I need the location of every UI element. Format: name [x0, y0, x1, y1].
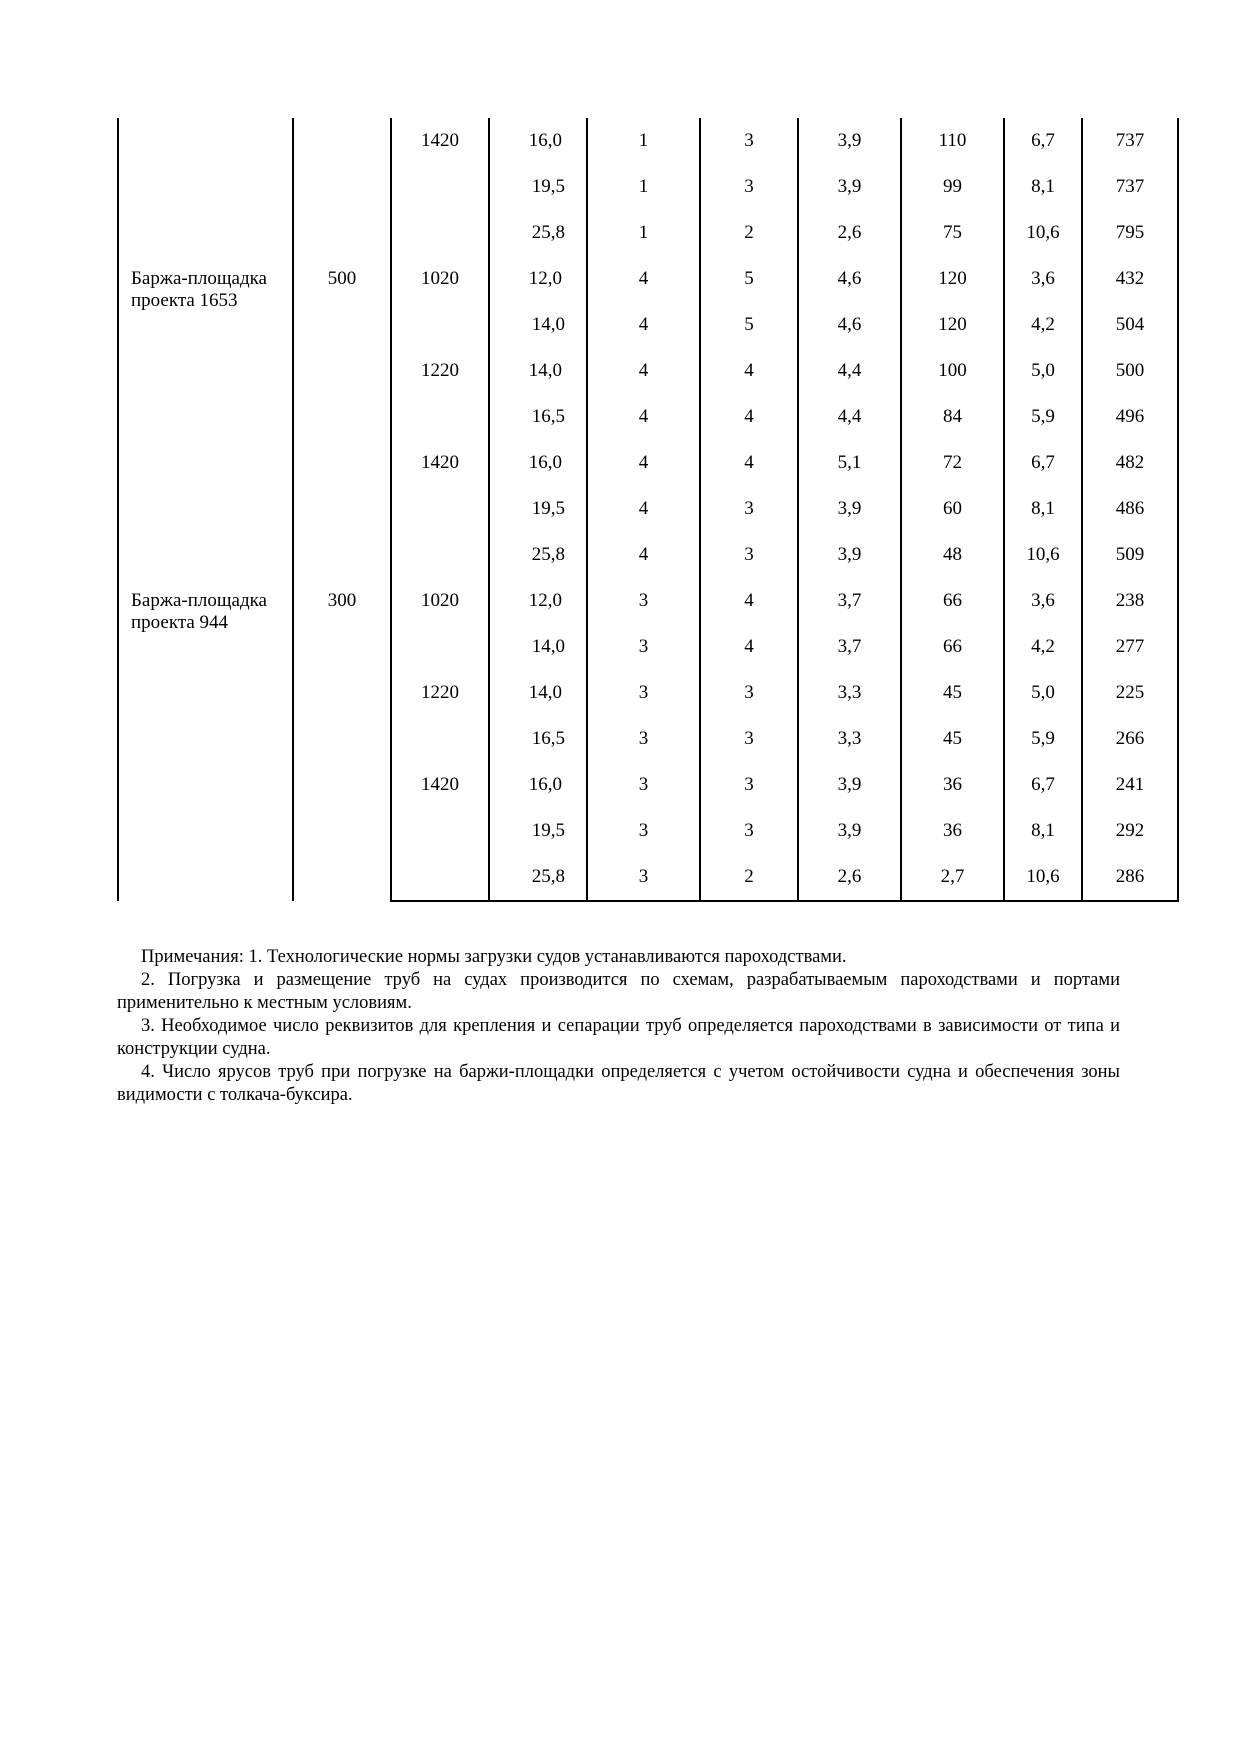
pipe-diameter-cell [391, 394, 489, 440]
vessel-cell [118, 118, 293, 256]
col-3-cell: 3 [587, 762, 700, 808]
col-5-cell: 4,4 [798, 394, 901, 440]
col-5-cell: 5,1 [798, 440, 901, 486]
col-4-cell: 3 [700, 118, 798, 164]
pipe-diameter-cell [391, 210, 489, 256]
pipe-diameter-cell [391, 624, 489, 670]
col-7-cell: 4,2 [1004, 624, 1082, 670]
col-5-cell: 3,3 [798, 670, 901, 716]
col-8-cell: 504 [1082, 302, 1178, 348]
pipe-length-cell [489, 118, 587, 164]
col-8-cell: 286 [1082, 854, 1178, 901]
col-6-cell: 120 [901, 302, 1004, 348]
capacity-cell: 300 [293, 578, 391, 901]
col-7-cell: 3,6 [1004, 578, 1082, 624]
col-5-cell: 3,7 [798, 624, 901, 670]
col-6-cell: 48 [901, 532, 1004, 578]
col-7-cell: 5,9 [1004, 716, 1082, 762]
col-7-cell: 8,1 [1004, 808, 1082, 854]
col-6-cell: 2,7 [901, 854, 1004, 901]
col-8-cell: 432 [1082, 256, 1178, 302]
col-4-cell: 3 [700, 716, 798, 762]
pipe-length-cell [489, 210, 587, 256]
col-5-cell: 2,6 [798, 210, 901, 256]
vessel-cell: Баржа-площадка проекта 944 [118, 578, 293, 901]
pipe-diameter-cell [391, 716, 489, 762]
pipe-diameter-cell: 1420 [391, 440, 489, 486]
pipe-diameter-cell [391, 808, 489, 854]
col-6-cell: 99 [901, 164, 1004, 210]
col-6-cell: 45 [901, 716, 1004, 762]
col-3-cell: 1 [587, 210, 700, 256]
table-row [118, 118, 1178, 164]
table-row [118, 256, 1178, 302]
note-2: 2. Погрузка и размещение труб на судах производится по схемам, разрабатываемым пароходствами и портами применительно к местным условиям. [117, 970, 1120, 1013]
vessel-cell: Баржа-площадка проекта 1653 [118, 256, 293, 578]
col-7-cell: 10,6 [1004, 532, 1082, 578]
col-5-cell: 3,9 [798, 532, 901, 578]
pipe-length-cell [489, 578, 587, 624]
notes-section [117, 946, 1120, 1107]
col-8-cell: 238 [1082, 578, 1178, 624]
col-8-cell: 241 [1082, 762, 1178, 808]
col-8-cell: 500 [1082, 348, 1178, 394]
pipe-length-value: 19,5 [531, 176, 565, 197]
col-4-cell: 5 [700, 256, 798, 302]
note-1: Примечания: 1. Технологические нормы загрузки судов устанавливаются пароходствами. [141, 947, 847, 967]
col-7-cell: 8,1 [1004, 164, 1082, 210]
col-4-cell: 3 [700, 532, 798, 578]
pipe-length-cell [489, 164, 587, 210]
col-7-cell: 5,9 [1004, 394, 1082, 440]
pipe-length-cell [489, 348, 587, 394]
pipe-length-value: 19,5 [531, 498, 565, 519]
col-6-cell: 84 [901, 394, 1004, 440]
note-3: 3. Необходимое число реквизитов для крепления и сепарации труб определяется пароходствами в зависимости от типа и конструкции судна. [117, 1016, 1120, 1059]
pipe-diameter-cell: 1420 [391, 118, 489, 164]
col-7-cell: 3,6 [1004, 256, 1082, 302]
pipe-length-cell [489, 486, 587, 532]
col-4-cell: 4 [700, 578, 798, 624]
pipe-length-value: 25,8 [531, 544, 565, 565]
pipe-diameter-cell: 1020 [391, 256, 489, 302]
col-5-cell: 4,6 [798, 256, 901, 302]
col-7-cell: 10,6 [1004, 210, 1082, 256]
col-5-cell: 3,9 [798, 762, 901, 808]
col-8-cell: 737 [1082, 118, 1178, 164]
col-4-cell: 3 [700, 762, 798, 808]
col-7-cell: 10,6 [1004, 854, 1082, 901]
col-6-cell: 45 [901, 670, 1004, 716]
col-7-cell: 4,2 [1004, 302, 1082, 348]
col-8-cell: 292 [1082, 808, 1178, 854]
pipe-length-value: 16,0 [528, 774, 562, 795]
col-3-cell: 4 [587, 486, 700, 532]
pipe-length-cell [489, 808, 587, 854]
capacity-cell: 500 [293, 256, 391, 578]
pipe-length-cell [489, 394, 587, 440]
pipe-length-cell [489, 762, 587, 808]
col-4-cell: 3 [700, 486, 798, 532]
col-3-cell: 3 [587, 578, 700, 624]
col-8-cell: 266 [1082, 716, 1178, 762]
col-6-cell: 66 [901, 624, 1004, 670]
col-3-cell: 3 [587, 624, 700, 670]
pipe-length-value: 12,0 [528, 268, 562, 289]
col-3-cell: 3 [587, 670, 700, 716]
col-4-cell: 3 [700, 164, 798, 210]
col-3-cell: 4 [587, 256, 700, 302]
pipe-length-cell [489, 532, 587, 578]
col-3-cell: 4 [587, 302, 700, 348]
pipe-diameter-cell [391, 854, 489, 901]
col-5-cell: 3,3 [798, 716, 901, 762]
pipe-length-value: 25,8 [531, 866, 565, 887]
col-4-cell: 3 [700, 670, 798, 716]
col-3-cell: 3 [587, 854, 700, 901]
pipe-length-value: 14,0 [531, 314, 565, 335]
pipe-diameter-cell: 1220 [391, 348, 489, 394]
col-4-cell: 4 [700, 624, 798, 670]
col-7-cell: 5,0 [1004, 670, 1082, 716]
col-4-cell: 4 [700, 348, 798, 394]
col-6-cell: 75 [901, 210, 1004, 256]
pipe-length-value: 16,0 [528, 452, 562, 473]
col-7-cell: 6,7 [1004, 118, 1082, 164]
col-3-cell: 1 [587, 164, 700, 210]
pipe-diameter-cell: 1420 [391, 762, 489, 808]
col-5-cell: 4,6 [798, 302, 901, 348]
pipe-length-value: 16,5 [531, 728, 565, 749]
col-8-cell: 482 [1082, 440, 1178, 486]
col-8-cell: 277 [1082, 624, 1178, 670]
col-8-cell: 509 [1082, 532, 1178, 578]
col-6-cell: 120 [901, 256, 1004, 302]
col-7-cell: 6,7 [1004, 440, 1082, 486]
col-4-cell: 5 [700, 302, 798, 348]
col-6-cell: 66 [901, 578, 1004, 624]
col-4-cell: 3 [700, 808, 798, 854]
col-8-cell: 225 [1082, 670, 1178, 716]
pipe-length-cell [489, 670, 587, 716]
pipe-length-value: 14,0 [528, 360, 562, 381]
pipe-length-value: 25,8 [531, 222, 565, 243]
pipe-length-cell [489, 256, 587, 302]
pipe-diameter-cell [391, 164, 489, 210]
col-4-cell: 4 [700, 440, 798, 486]
col-5-cell: 2,6 [798, 854, 901, 901]
col-4-cell: 2 [700, 854, 798, 901]
cargo-norms-table [117, 118, 1179, 902]
col-7-cell: 5,0 [1004, 348, 1082, 394]
pipe-length-value: 19,5 [531, 820, 565, 841]
pipe-diameter-cell [391, 532, 489, 578]
pipe-length-cell [489, 302, 587, 348]
col-4-cell: 2 [700, 210, 798, 256]
col-5-cell: 3,9 [798, 486, 901, 532]
pipe-length-cell [489, 624, 587, 670]
col-6-cell: 72 [901, 440, 1004, 486]
pipe-length-cell [489, 854, 587, 901]
col-6-cell: 36 [901, 808, 1004, 854]
pipe-diameter-cell [391, 302, 489, 348]
pipe-length-value: 16,5 [531, 406, 565, 427]
table-row [118, 578, 1178, 624]
col-3-cell: 4 [587, 394, 700, 440]
pipe-diameter-cell: 1020 [391, 578, 489, 624]
pipe-length-value: 16,0 [528, 130, 562, 151]
col-6-cell: 60 [901, 486, 1004, 532]
col-8-cell: 737 [1082, 164, 1178, 210]
col-5-cell: 3,7 [798, 578, 901, 624]
col-7-cell: 8,1 [1004, 486, 1082, 532]
pipe-length-value: 14,0 [531, 636, 565, 657]
pipe-length-value: 14,0 [528, 682, 562, 703]
pipe-diameter-cell: 1220 [391, 670, 489, 716]
note-4: 4. Число ярусов труб при погрузке на баржи-площадки определяется с учетом остойчивости судна и обеспечения зоны видимости с толкача-буксира. [117, 1062, 1120, 1105]
col-6-cell: 36 [901, 762, 1004, 808]
col-7-cell: 6,7 [1004, 762, 1082, 808]
pipe-length-cell [489, 440, 587, 486]
col-3-cell: 4 [587, 348, 700, 394]
pipe-diameter-cell [391, 486, 489, 532]
capacity-cell [293, 118, 391, 256]
col-3-cell: 3 [587, 808, 700, 854]
col-8-cell: 486 [1082, 486, 1178, 532]
col-3-cell: 4 [587, 440, 700, 486]
col-5-cell: 3,9 [798, 164, 901, 210]
col-3-cell: 1 [587, 118, 700, 164]
col-3-cell: 4 [587, 532, 700, 578]
pipe-length-cell [489, 716, 587, 762]
col-6-cell: 100 [901, 348, 1004, 394]
pipe-length-value: 12,0 [528, 590, 562, 611]
col-5-cell: 4,4 [798, 348, 901, 394]
table-body [118, 118, 1178, 901]
col-3-cell: 3 [587, 716, 700, 762]
col-4-cell: 4 [700, 394, 798, 440]
col-8-cell: 795 [1082, 210, 1178, 256]
col-8-cell: 496 [1082, 394, 1178, 440]
col-6-cell: 110 [901, 118, 1004, 164]
col-5-cell: 3,9 [798, 118, 901, 164]
col-5-cell: 3,9 [798, 808, 901, 854]
